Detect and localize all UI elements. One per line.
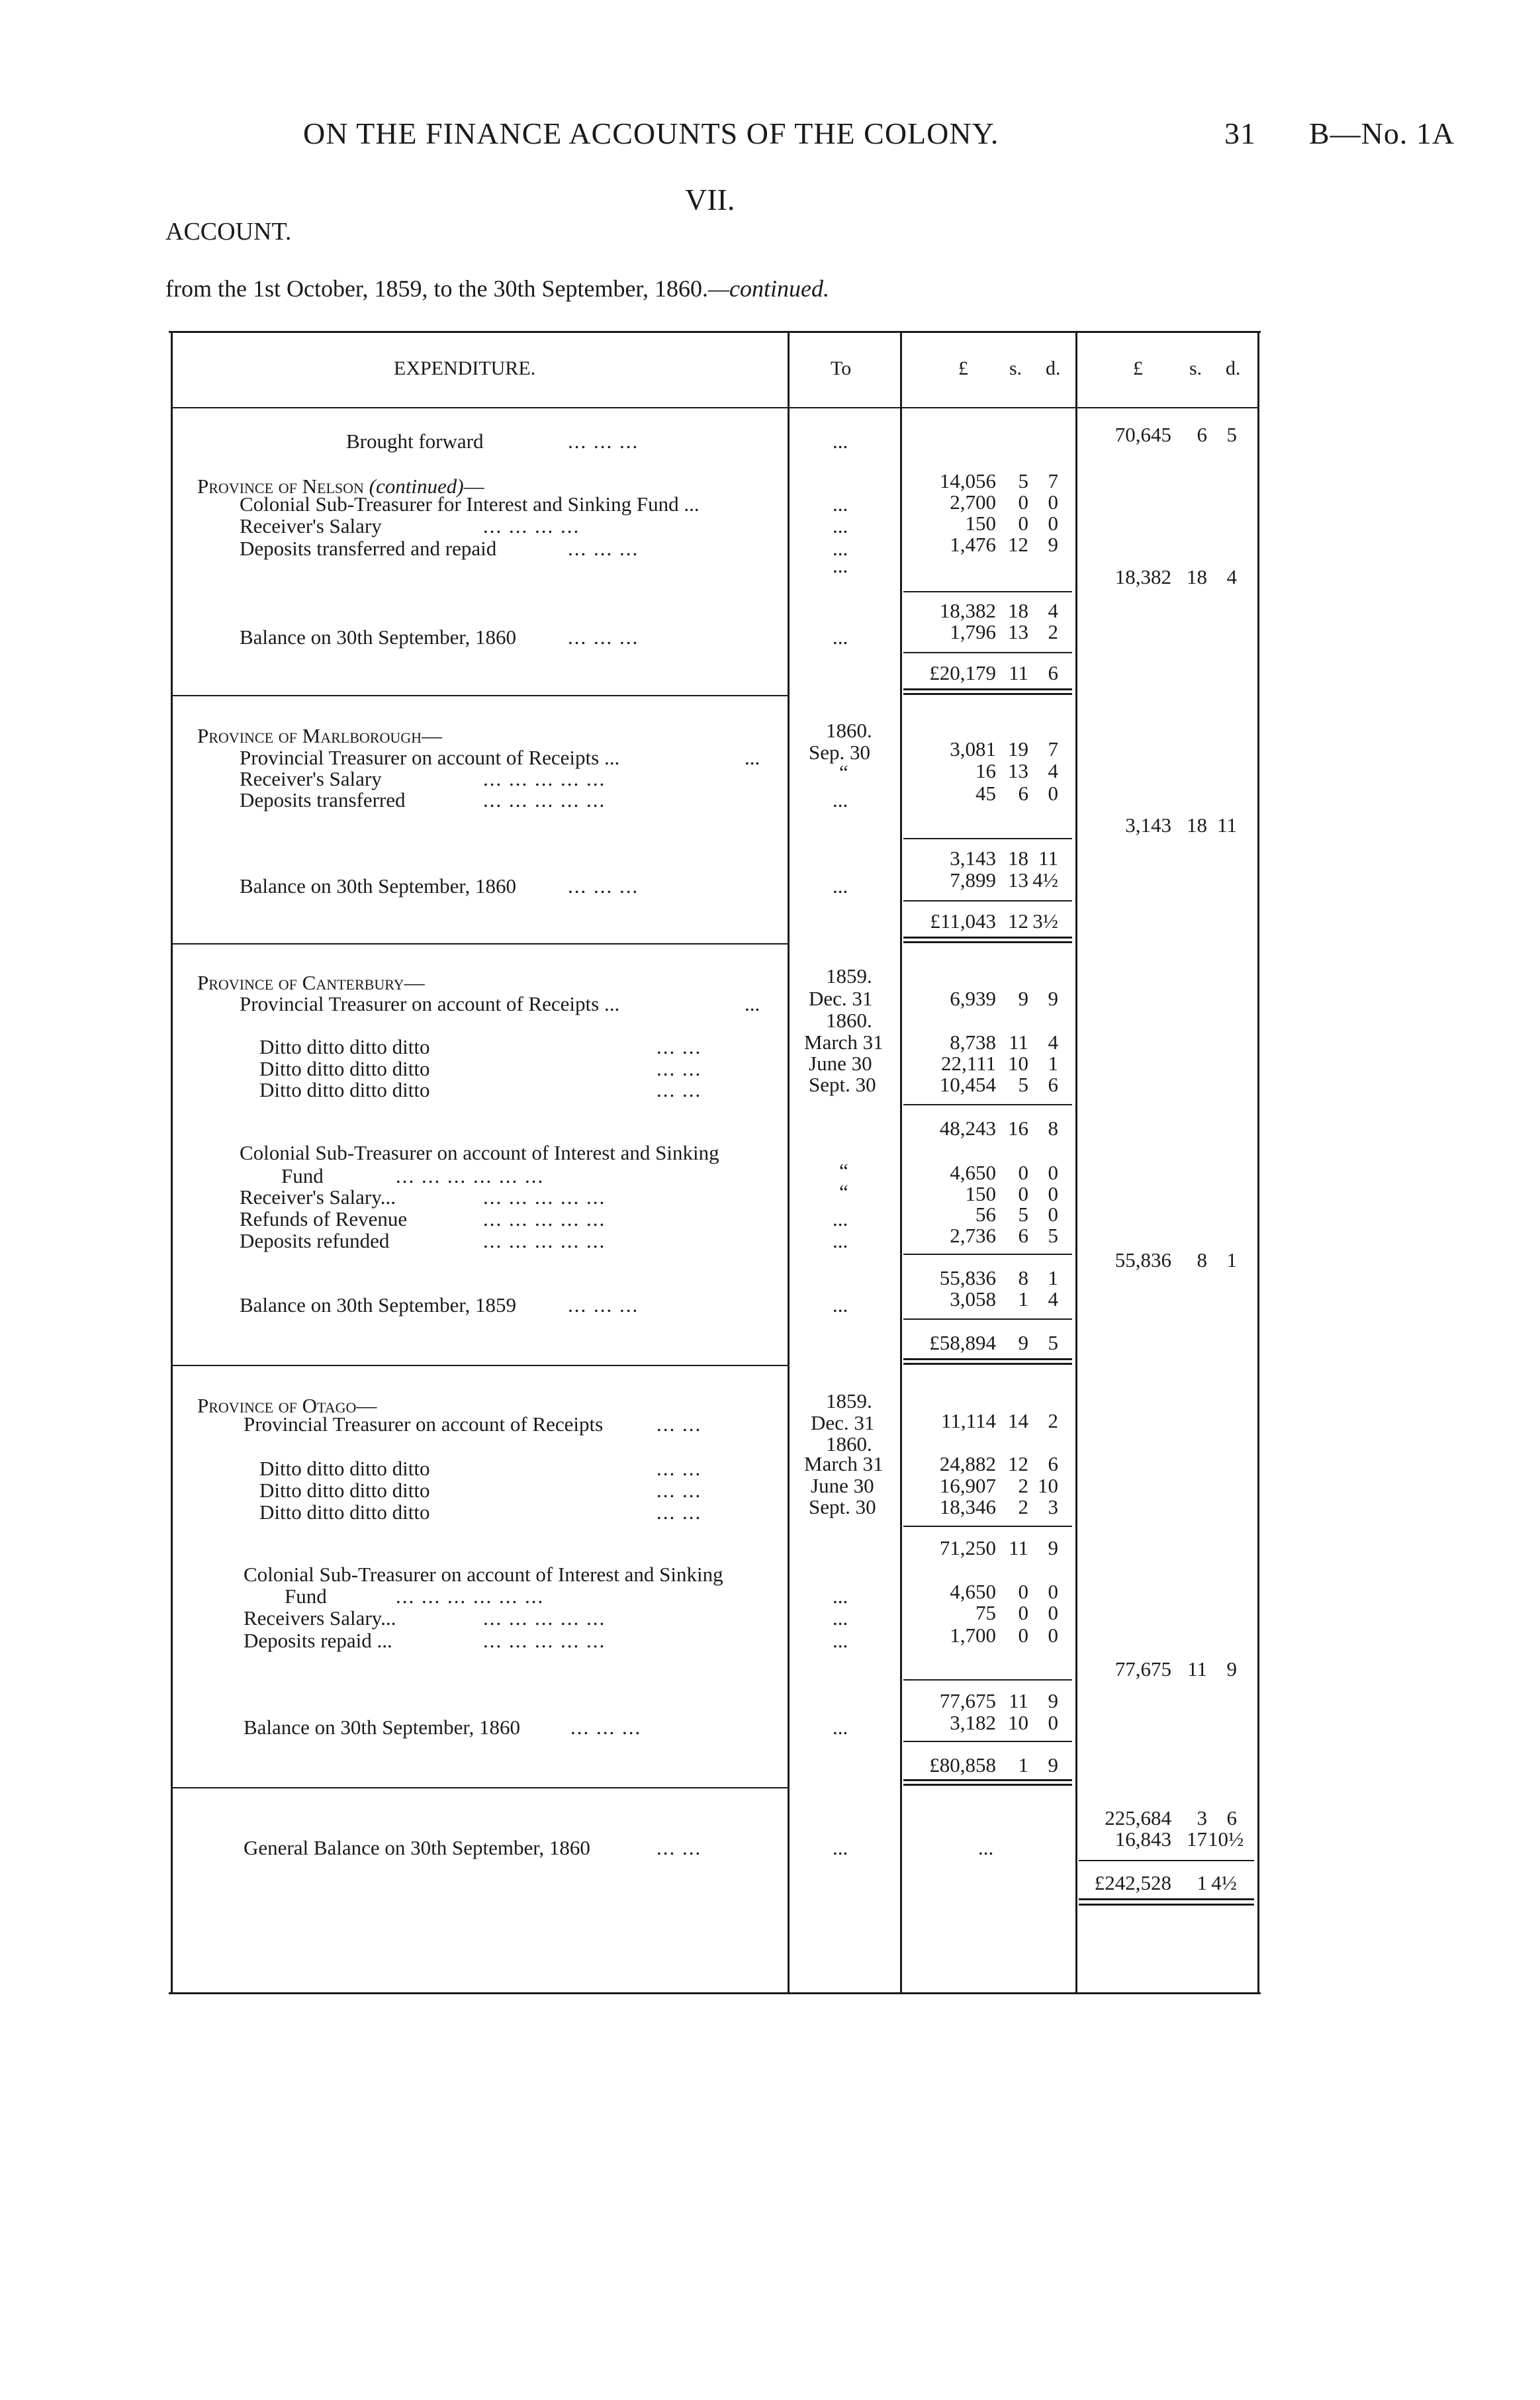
otago-heading: Province of Otago— (197, 1394, 377, 1417)
column-to: To (831, 357, 852, 379)
canterbury-row-4-to: Sept. 30 (809, 1073, 876, 1096)
marlborough-row-3-label: Deposits transferred (240, 788, 406, 811)
canterbury-row2-2-dots: ... ... ... ... ... (483, 1185, 606, 1209)
otago-sub-label: Colonial Sub-Treasurer on account of Interest and Sinking (244, 1563, 723, 1586)
otago-row-2-label: Ditto ditto ditto ditto (259, 1457, 430, 1480)
nelson-amt-4: 1,476 12 9 (950, 533, 1058, 556)
nelson-row-3-label: Deposits transferred and repaid (240, 537, 497, 560)
nelson-balance: 1,796 13 2 (950, 620, 1058, 643)
otago-row-1-dots: ... ... (657, 1412, 702, 1436)
otago-amt-1: 11,114 14 2 (941, 1409, 1058, 1432)
nelson-total: £20,179 11 6 (929, 661, 1058, 684)
page-number: 31 (1224, 116, 1256, 150)
canterbury-row-3-to: June 30 (809, 1052, 872, 1075)
column-shilling-1: s. (1009, 357, 1022, 379)
canterbury-row2-4-to: ... (833, 1229, 848, 1252)
account-label: ACCOUNT. (165, 218, 292, 246)
marlborough-amt-1: 3,081 19 7 (950, 737, 1058, 761)
canterbury-amt2-1: 4,650 0 0 (950, 1161, 1058, 1184)
marlborough-amt-3: 45 6 0 (975, 782, 1058, 805)
otago-balance-label: Balance on 30th September, 1860 (244, 1716, 521, 1739)
otago-row2-1-dots: ... ... ... ... ... ... (396, 1585, 545, 1608)
otago-carried: 77,675 11 9 (1114, 1657, 1237, 1681)
canterbury-balance-to: ... (833, 1293, 848, 1316)
column-pound-1: £ (958, 357, 968, 379)
general-balance-label: General Balance on 30th September, 1860 (244, 1836, 590, 1859)
brought-forward-total: 70,645 6 5 (1114, 423, 1237, 446)
canterbury-year-1: 1859. (826, 964, 872, 988)
otago-row-3-label: Ditto ditto ditto ditto (259, 1479, 430, 1502)
otago-subtotal-2: 77,675 11 9 (939, 1689, 1058, 1712)
otago-subtotal-1: 71,250 11 9 (939, 1536, 1058, 1559)
general-balance-to: ... (833, 1836, 848, 1859)
canterbury-year-2: 1860. (826, 1009, 872, 1032)
general-balance-dots: ... ... (657, 1836, 702, 1859)
nelson-balance-label: Balance on 30th September, 1860 (240, 625, 517, 649)
otago-row-4-to: Sept. 30 (809, 1495, 876, 1518)
canterbury-subtotal-1: 48,243 16 8 (939, 1117, 1058, 1140)
canterbury-heading: Province of Canterbury— (197, 971, 425, 994)
otago-row2-2-label: Receivers Salary... (244, 1606, 396, 1630)
paper-reference: B—No. 1A (1309, 116, 1455, 150)
otago-row2-2-dots: ... ... ... ... ... (483, 1606, 606, 1630)
marlborough-row-2-label: Receiver's Salary (240, 767, 382, 790)
canterbury-sub-label: Colonial Sub-Treasurer on account of Interest and Sinking (240, 1141, 719, 1164)
otago-amt-3: 16,907 2 10 (939, 1474, 1058, 1497)
otago-row-4-dots: ... ... (657, 1500, 702, 1524)
marlborough-balance: 7,899 13 4½ (950, 868, 1058, 892)
marlborough-total: £11,043 12 3½ (930, 909, 1058, 933)
canterbury-row-2-dots: ... ... (657, 1035, 702, 1058)
canterbury-amt-4: 10,454 5 6 (939, 1073, 1058, 1096)
brought-forward-to: ... (833, 430, 848, 453)
marlborough-year: 1860. (826, 719, 872, 742)
canterbury-balance-label: Balance on 30th September, 1859 (240, 1293, 517, 1316)
marlborough-row-1-label: Provincial Treasurer on account of Receipts ... (240, 746, 620, 769)
canterbury-total: £58,894 9 5 (929, 1331, 1058, 1354)
canterbury-balance-dots: ... ... ... (568, 1293, 639, 1316)
canterbury-amt-2: 8,738 11 4 (950, 1031, 1058, 1054)
nelson-row-2-label: Receiver's Salary (240, 514, 382, 537)
marlborough-row-3-to: ... (833, 788, 848, 811)
canterbury-balance: 3,058 1 4 (950, 1287, 1058, 1311)
nelson-row-1-to: ... (833, 492, 848, 516)
general-balance-col1: ... (978, 1836, 994, 1859)
column-expenditure: EXPENDITURE. (394, 357, 536, 379)
marlborough-subtotal: 3,143 18 11 (950, 847, 1058, 870)
nelson-row-4-to: ... (833, 554, 848, 577)
otago-row2-1-to: ... (833, 1585, 848, 1608)
otago-row-2-to: March 31 (804, 1452, 883, 1475)
nelson-row-2-dots: ... ... ... ... (483, 514, 580, 537)
canterbury-row2-3-to: ... (833, 1207, 848, 1230)
nelson-row-1-label: Colonial Sub-Treasurer for Interest and Sinking Fund ... (240, 492, 700, 516)
canterbury-row2-4-dots: ... ... ... ... ... (483, 1229, 606, 1252)
canterbury-row-2-label: Ditto ditto ditto ditto (259, 1035, 430, 1058)
nelson-heading: Province of Nelson (continued)— (197, 475, 484, 498)
period-text: from the 1st October, 1859, to the 30th September, 1860. (165, 275, 708, 302)
canterbury-row2-2-to: “ (839, 1180, 848, 1203)
nelson-row-2-to: ... (833, 514, 848, 537)
canterbury-amt-1: 6,939 9 9 (950, 987, 1058, 1010)
canterbury-amt2-3: 56 5 0 (975, 1203, 1058, 1226)
marlborough-balance-dots: ... ... ... (568, 874, 639, 898)
canterbury-amt2-2: 150 0 0 (965, 1182, 1058, 1205)
otago-total: £80,858 1 9 (929, 1753, 1058, 1777)
nelson-row-3-dots: ... ... ... (568, 537, 639, 560)
nelson-amt-3: 150 0 0 (965, 512, 1058, 535)
column-pence-2: d. (1226, 357, 1241, 379)
canterbury-row2-1-label: Fund (281, 1164, 324, 1187)
marlborough-heading: Province of Marlborough— (197, 724, 442, 747)
nelson-amt-2: 2,700 0 0 (950, 490, 1058, 514)
nelson-subtotal: 18,382 18 4 (939, 599, 1058, 622)
column-shilling-2: s. (1189, 357, 1202, 379)
canterbury-row-1-to: Dec. 31 (809, 987, 873, 1010)
general-balance: 16,843 17 10½ (1114, 1827, 1244, 1851)
nelson-balance-dots: ... ... ... (568, 625, 639, 649)
nelson-amt-1: 14,056 5 7 (939, 469, 1058, 492)
canterbury-subtotal-2: 55,836 8 1 (939, 1266, 1058, 1289)
otago-amt-2: 24,882 12 6 (939, 1452, 1058, 1475)
brought-forward-dots: ... ... ... (568, 430, 639, 453)
running-title: ON THE FINANCE ACCOUNTS OF THE COLONY. (303, 116, 999, 150)
marlborough-balance-label: Balance on 30th September, 1860 (240, 874, 517, 898)
otago-amt2-1: 4,650 0 0 (950, 1580, 1058, 1603)
canterbury-row-2-to: March 31 (804, 1031, 883, 1054)
marlborough-row-2-dots: ... ... ... ... ... (483, 767, 606, 790)
marlborough-carried: 3,143 18 11 (1125, 813, 1237, 837)
canterbury-row-4-dots: ... ... (657, 1078, 702, 1101)
canterbury-row2-1-dots: ... ... ... ... ... ... (396, 1164, 545, 1187)
otago-row2-3-label: Deposits repaid ... (244, 1629, 392, 1652)
canterbury-row-3-label: Ditto ditto ditto ditto (259, 1057, 430, 1080)
section-number: VII. (685, 183, 735, 216)
otago-row-3-dots: ... ... (657, 1479, 702, 1502)
otago-row2-3-to: ... (833, 1629, 848, 1652)
otago-amt2-3: 1,700 0 0 (950, 1624, 1058, 1647)
canterbury-row-3-dots: ... ... (657, 1057, 702, 1080)
nelson-carried: 18,382 18 4 (1114, 565, 1237, 588)
column-pence-1: d. (1046, 357, 1061, 379)
canterbury-row2-3-dots: ... ... ... ... ... (483, 1207, 606, 1230)
otago-row-4-label: Ditto ditto ditto ditto (259, 1500, 430, 1524)
canterbury-amt2-4: 2,736 6 5 (950, 1224, 1058, 1247)
otago-row2-3-dots: ... ... ... ... ... (483, 1629, 606, 1652)
otago-row-2-dots: ... ... (657, 1457, 702, 1480)
marlborough-row-3-dots: ... ... ... ... ... (483, 788, 606, 811)
otago-row-3-to: June 30 (811, 1474, 874, 1497)
otago-year-2: 1860. (826, 1432, 872, 1455)
canterbury-row-1-dots: ... (745, 992, 760, 1015)
otago-row-1-to: Dec. 31 (811, 1411, 875, 1434)
marlborough-row-1-dots: ... (745, 746, 760, 769)
continued-label: —continued. (707, 275, 829, 302)
marlborough-row-2-to: “ (839, 761, 848, 784)
otago-row-1-label: Provincial Treasurer on account of Receipts (244, 1412, 604, 1436)
canterbury-row-4-label: Ditto ditto ditto ditto (259, 1078, 430, 1101)
otago-balance-to: ... (833, 1716, 848, 1739)
canterbury-row2-4-label: Deposits refunded (240, 1229, 390, 1252)
otago-balance-dots: ... ... ... (570, 1716, 642, 1739)
canterbury-carried: 55,836 8 1 (1114, 1248, 1237, 1271)
column-pound-2: £ (1133, 357, 1143, 379)
general-total: £242,528 1 4½ (1094, 1871, 1237, 1894)
marlborough-balance-to: ... (833, 874, 848, 898)
nelson-row-3-to: ... (833, 537, 848, 560)
general-sum: 225,684 3 6 (1105, 1806, 1237, 1829)
canterbury-row-1-label: Provincial Treasurer on account of Receipts ... (240, 992, 620, 1015)
marlborough-row-1-to: Sep. 30 (809, 741, 870, 764)
otago-amt-4: 18,346 2 3 (939, 1495, 1058, 1518)
marlborough-amt-2: 16 13 4 (975, 759, 1058, 782)
brought-forward-label: Brought forward (346, 430, 484, 453)
otago-row2-2-to: ... (833, 1606, 848, 1630)
canterbury-amt-3: 22,111 10 1 (941, 1052, 1058, 1075)
nelson-balance-to: ... (833, 625, 848, 649)
canterbury-row2-3-label: Refunds of Revenue (240, 1207, 408, 1230)
otago-amt2-2: 75 0 0 (975, 1601, 1058, 1624)
otago-balance: 3,182 10 0 (950, 1711, 1058, 1734)
period-line (165, 275, 829, 302)
otago-year-1: 1859. (826, 1389, 872, 1412)
canterbury-row2-1-to: “ (839, 1159, 848, 1182)
canterbury-row2-2-label: Receiver's Salary... (240, 1185, 396, 1209)
otago-row2-1-label: Fund (285, 1585, 327, 1608)
